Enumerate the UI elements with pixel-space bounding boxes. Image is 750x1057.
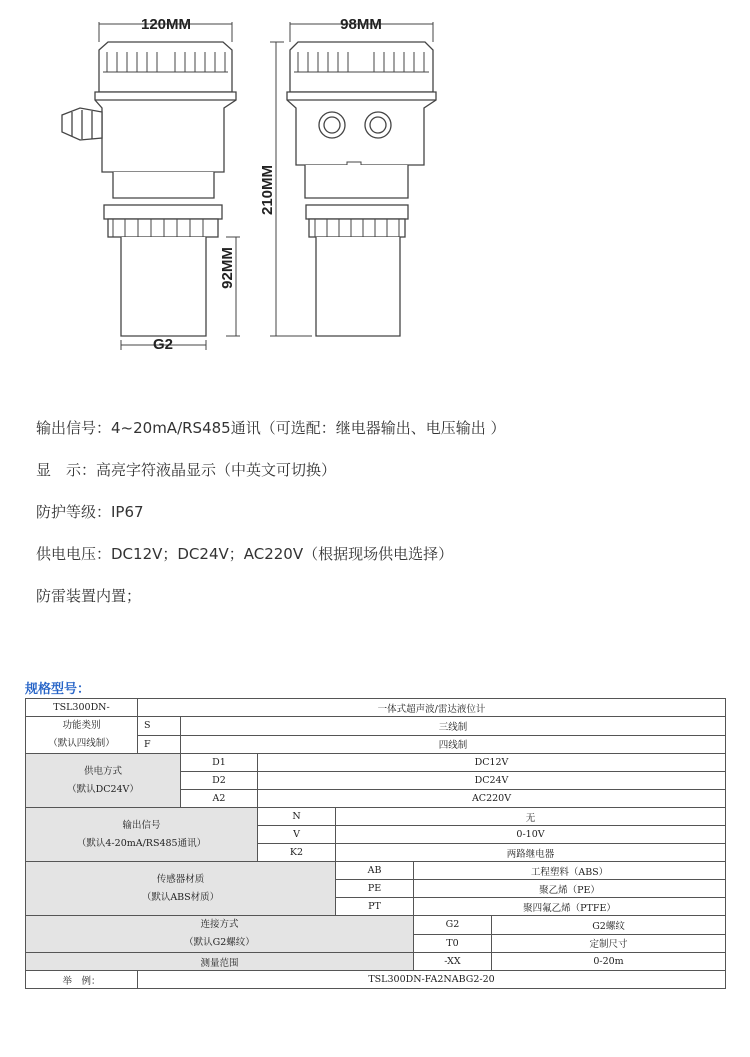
- example-value: TSL300DN-FA2NABG2-20: [138, 971, 726, 989]
- spec-lightning: 防雷装置内置；: [36, 587, 142, 605]
- example-label: 举 例：: [26, 971, 138, 989]
- power-code: A2: [181, 790, 258, 808]
- spec-output: 输出信号：4~20mA/RS485通讯（可选配：继电器输出、电压输出 ）: [36, 419, 506, 437]
- output-code: N: [258, 808, 336, 826]
- power-desc: DC12V: [258, 754, 726, 772]
- connection-desc: 定制尺寸: [492, 934, 726, 953]
- spec-list: [36, 418, 716, 628]
- table-row: [26, 808, 726, 826]
- dim-width-right: 98MM: [340, 16, 382, 33]
- connection-desc: G2螺纹: [492, 916, 726, 935]
- function-code: S: [138, 717, 181, 736]
- table-row: [26, 862, 726, 880]
- spec-display: 显 示：高亮字符液晶显示（中英文可切换）: [36, 461, 337, 479]
- table-row: [26, 971, 726, 989]
- table-row: [26, 717, 726, 736]
- power-label-cell: 供电方式 （默认DC24V）: [26, 754, 181, 808]
- function-desc: 三线制: [181, 717, 726, 736]
- sensor-desc: 工程塑料（ABS）: [414, 862, 726, 880]
- output-code: K2: [258, 844, 336, 862]
- product-dimension-drawing: [0, 0, 750, 380]
- connection-label-cell: 连接方式 （默认G2螺纹）: [26, 916, 414, 953]
- spec-protection: 防护等级：IP67: [36, 503, 144, 521]
- dim-height-probe: 92MM: [219, 247, 236, 289]
- sensor-desc: 聚四氟乙烯（PTFE）: [414, 898, 726, 916]
- power-code: D1: [181, 754, 258, 772]
- sensor-code: PE: [336, 880, 414, 898]
- table-row: [26, 916, 726, 935]
- function-code: F: [138, 735, 181, 754]
- output-label-cell: 输出信号 （默认4-20mA/RS485通讯）: [26, 808, 258, 862]
- model-table: [25, 698, 726, 989]
- range-code: -XX: [414, 953, 492, 971]
- table-row: [26, 699, 726, 717]
- spec-power: 供电电压：DC12V；DC24V；AC220V（根据现场供电选择）: [36, 545, 454, 563]
- model-desc: 一体式超声波/雷达液位计: [138, 699, 726, 717]
- front-view: [62, 22, 240, 350]
- power-code: D2: [181, 772, 258, 790]
- range-label: 测量范围: [26, 953, 414, 971]
- power-desc: DC24V: [258, 772, 726, 790]
- power-desc: AC220V: [258, 790, 726, 808]
- sensor-label-cell: 传感器材质 （默认ABS材质）: [26, 862, 336, 916]
- output-desc: 0-10V: [336, 826, 726, 844]
- output-desc: 无: [336, 808, 726, 826]
- table-row: [26, 953, 726, 971]
- sensor-code: PT: [336, 898, 414, 916]
- connection-code: T0: [414, 934, 492, 953]
- sensor-desc: 聚乙烯（PE）: [414, 880, 726, 898]
- dim-height-total: 210MM: [259, 164, 276, 216]
- model-code: TSL300DN-: [26, 699, 138, 717]
- sensor-code: AB: [336, 862, 414, 880]
- output-desc: 两路继电器: [336, 844, 726, 862]
- dim-width-left: 120MM: [140, 16, 192, 33]
- table-row: [26, 754, 726, 772]
- output-code: V: [258, 826, 336, 844]
- function-desc: 四线制: [181, 735, 726, 754]
- dim-thread: G2: [152, 336, 174, 353]
- side-view: [270, 22, 436, 336]
- model-section-title: 规格型号：: [25, 682, 91, 697]
- connection-code: G2: [414, 916, 492, 935]
- function-label-cell: 功能类别 （默认四线制）: [26, 717, 138, 754]
- range-desc: 0-20m: [492, 953, 726, 971]
